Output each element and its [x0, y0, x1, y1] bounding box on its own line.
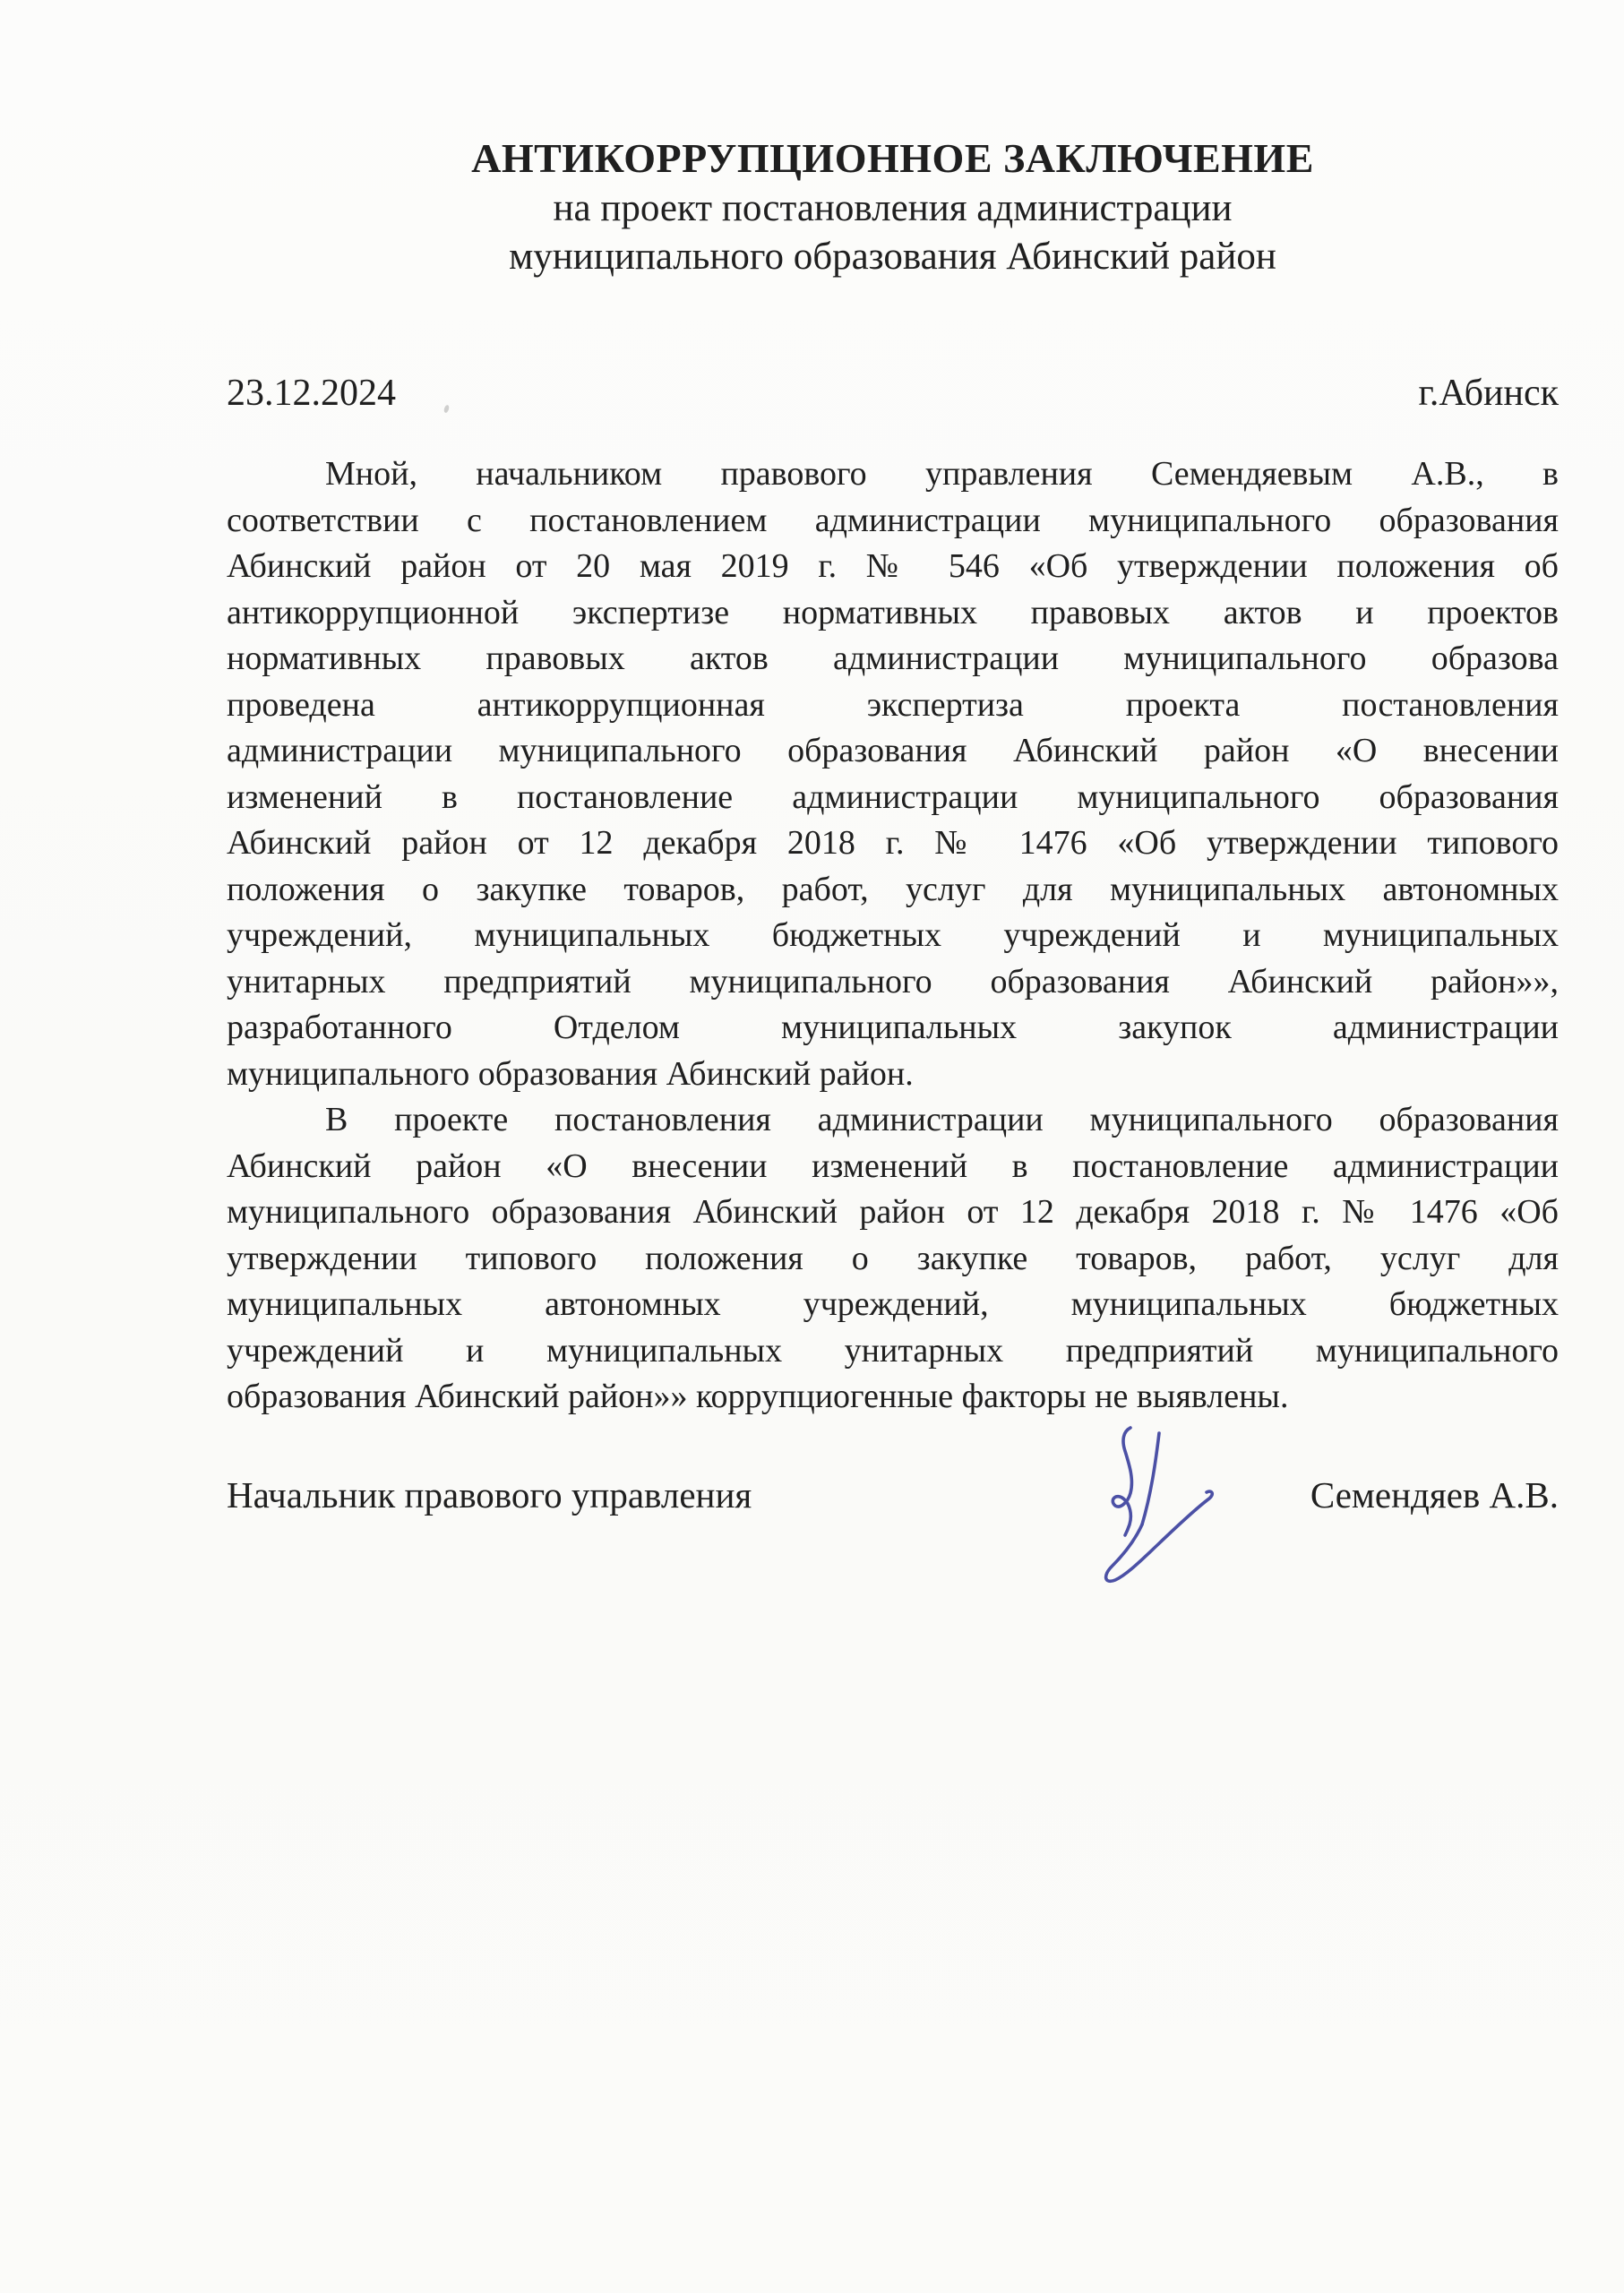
- text-line: муниципальных автономных учреждений, муниципальных бюджетных: [227, 1285, 1559, 1323]
- signatory-position: Начальник правового управления: [227, 1474, 752, 1516]
- text-line: нормативных правовых актов администрации муниципального образова: [227, 640, 1559, 677]
- text-line: Абинский район от 12 декабря 2018 г. № 1476 «Об утверждении типового: [227, 824, 1559, 862]
- text-line: унитарных предприятий муниципального образования Абинский район»»,: [227, 962, 1559, 1001]
- text-line: утверждении типового положения о закупке товаров, работ, услуг для: [227, 1239, 1559, 1277]
- signatory-name: Семендяев А.В.: [1310, 1474, 1559, 1516]
- text-line: Абинский район от 20 мая 2019 г. № 546 «Об утверждении положения об: [227, 547, 1559, 585]
- text-line: соответствии с постановлением администрации муниципального образования: [227, 501, 1559, 539]
- text-line: Мной, начальником правового управления Семендяевым А.В., в: [325, 455, 1559, 493]
- document-body: [227, 451, 1559, 1421]
- date-place-row: [227, 372, 1559, 415]
- text-line: положения о закупке товаров, работ, услуг для муниципальных автономных: [227, 870, 1559, 908]
- document-date: 23.12.2024: [227, 373, 396, 414]
- text-line: Абинский район «О внесении изменений в постановление администрации: [227, 1146, 1559, 1185]
- signature-row: [227, 1473, 1559, 1516]
- paragraph-expertise: [227, 451, 1559, 1097]
- document-header: [227, 133, 1559, 281]
- document-place: г.Абинск: [1418, 373, 1559, 414]
- text-line: учреждений и муниципальных унитарных предприятий муниципального: [227, 1331, 1559, 1370]
- text-line: антикоррупционной экспертизе нормативных правовых актов и проектов: [227, 593, 1559, 631]
- text-line: администрации муниципального образования Абинский район «О внесении: [227, 732, 1559, 769]
- text-line: В проекте постановления администрации муниципального образования: [325, 1101, 1559, 1138]
- text-line: разработанного Отделом муниципальных закупок администрации: [227, 1009, 1559, 1046]
- document-subtitle-line2: муниципального образования Абинский район: [509, 236, 1276, 278]
- document-subtitle-line1: на проект постановления администрации: [553, 187, 1233, 229]
- text-line: муниципального образования Абинский район.: [227, 1054, 914, 1093]
- text-line: учреждений, муниципальных бюджетных учреждений и муниципальных: [227, 916, 1559, 954]
- document-title: АНТИКОРРУПЦИОННОЕ ЗАКЛЮЧЕНИЕ: [471, 135, 1314, 181]
- text-line: проведена антикоррупционная экспертиза проекта постановления: [227, 685, 1559, 724]
- text-line: образования Абинский район»» коррупциогенные факторы не выявлены.: [227, 1378, 1289, 1415]
- paragraph-conclusion: [227, 1097, 1559, 1421]
- text-line: изменений в постановление администрации муниципального образования: [227, 777, 1559, 816]
- text-line: муниципального образования Абинский район от 12 декабря 2018 г. № 1476 «Об: [227, 1193, 1559, 1231]
